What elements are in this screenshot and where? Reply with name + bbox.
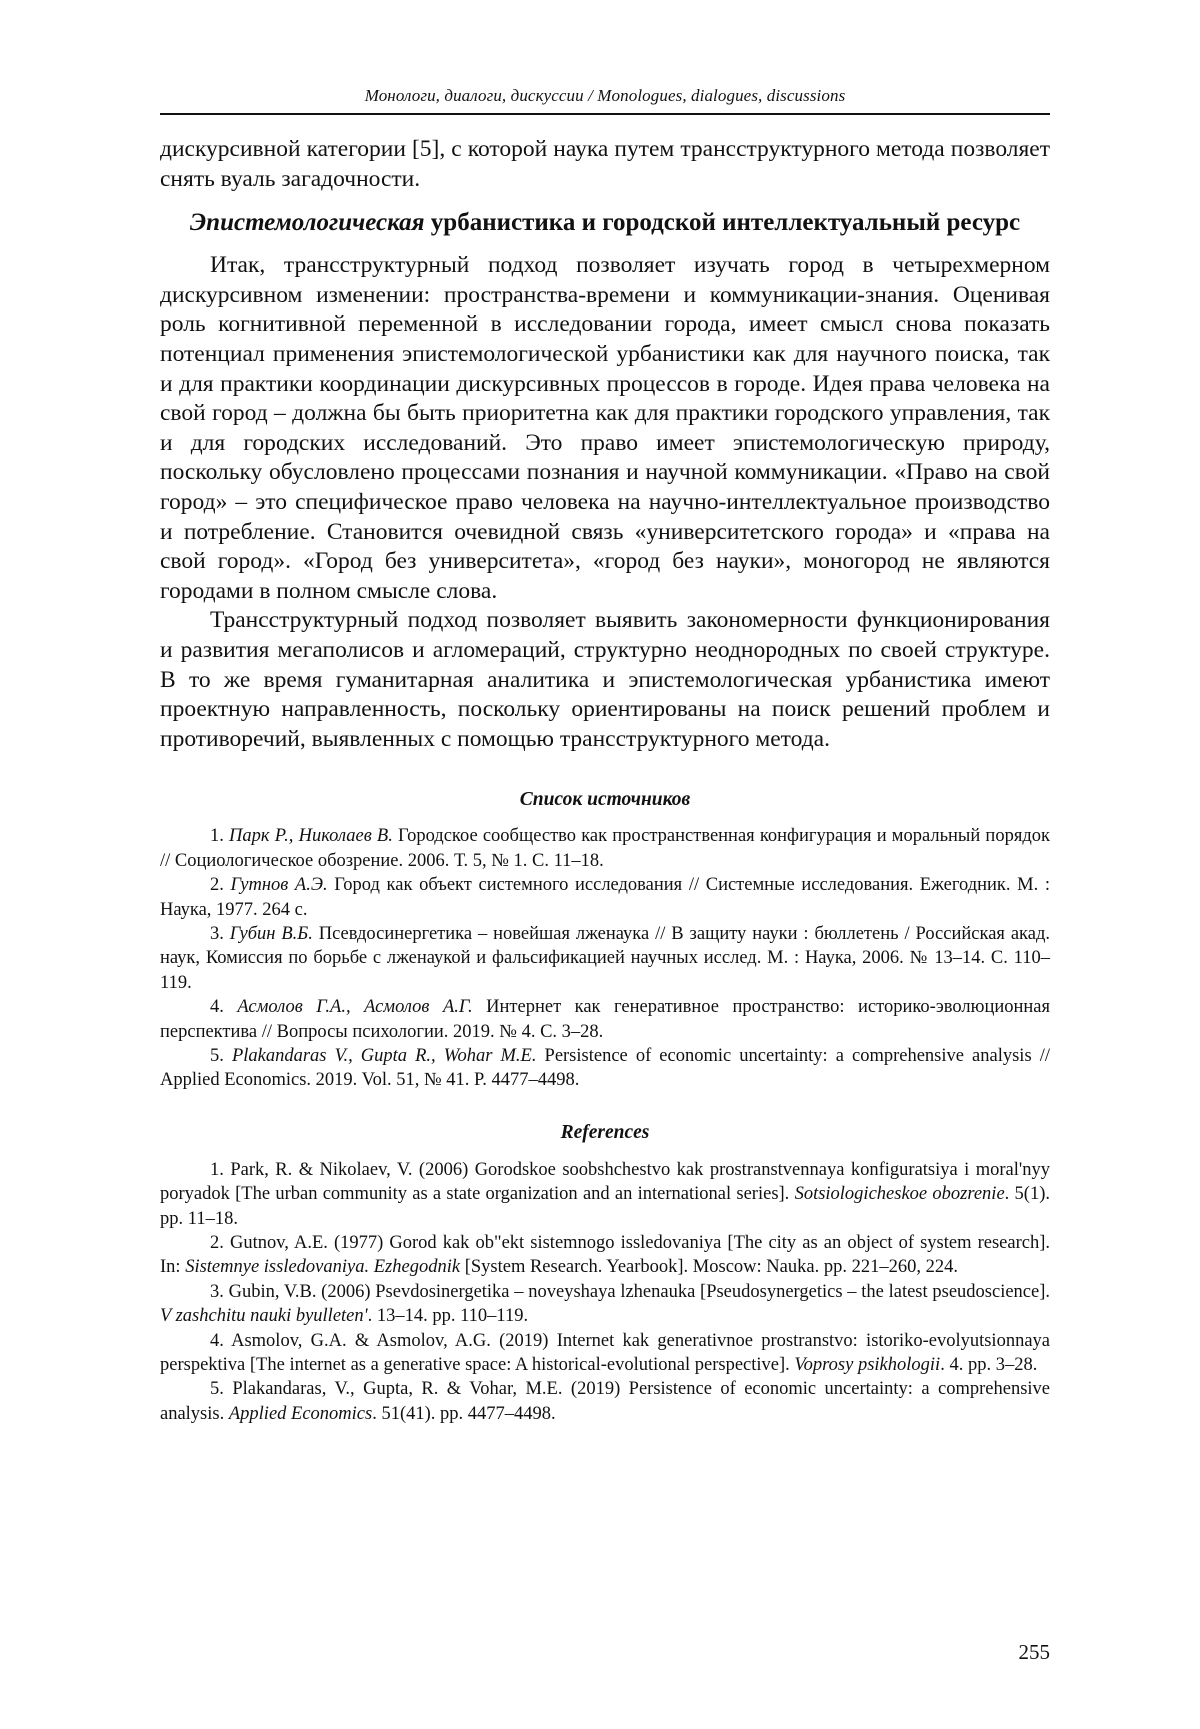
section-paragraph-2: Трансструктурный подход позволяет выявить закономерности функционирования и развития мегаполисов и агломераций, структурно неоднородных по своей структуре. В то же время гуманитарная аналитика и эпистемологическая урбанистика имеют проектную направленность, поскольку ориентированы на поиск решений проблем и противоречий, выявленных с помощью трансструктурного метода. xyxy=(160,607,1050,752)
source-num: 4. xyxy=(210,997,238,1018)
reference-tail: . 51(41). pp. 4477–4498. xyxy=(372,1403,556,1424)
source-item xyxy=(160,922,1050,995)
source-authors: Гутнов А.Э. xyxy=(230,875,328,896)
section-title xyxy=(160,207,1050,239)
sources-list xyxy=(160,824,1050,1092)
intro-paragraph: дискурсивной категории [5], с которой наука путем трансструктурного метода позволяет снять вуаль загадочности. xyxy=(160,136,1050,192)
reference-item xyxy=(160,1280,1050,1329)
source-authors: Губин В.Б. xyxy=(229,923,313,944)
reference-journal: Voprosy psikhologii xyxy=(794,1355,941,1375)
source-num: 2. xyxy=(210,875,231,896)
reference-item xyxy=(160,1329,1050,1378)
reference-text: 1. Park, R. & Nikolaev, V. (2006) Gorodskoe soobshchestvo kak prostranstvennaya konfiguratsiya i moral'nyy poryadok [The urban community as a state organization and an international series]. xyxy=(160,1159,1050,1205)
source-item xyxy=(160,995,1050,1044)
source-text: Городское сообщество как пространственная конфигурация и моральный порядок // Социологическое обозрение. 2006. Т. 5, № 1. С. 11–18. xyxy=(160,826,1050,871)
section-paragraph-1: Итак, трансструктурный подход позволяет изучать город в четырехмерном дискурсивном изменении: пространства-времени и коммуникации-знания. Оценивая роль когнитивной переменной в исследовании города, имеет смысл снова показать потенциал применения эпистемологической урбанистики как для научного поиска, так и для практики координации дискурсивных процессов в городе. Идея права человека на свой город – должна бы быть приоритетна как для практики городского управления, так и для городских исследований. Это право имеет эпистемологическую природу, поскольку обусловлено процессами познания и научной коммуникации. «Право на свой город» – это специфическое право человека на научно-интеллектуальное производство и потребление. Становится очевидной связь «университетского города» и «права на свой город». «Город без университета», «город без науки», моногород не являются городами в полном смысле слова. xyxy=(160,252,1050,604)
source-num: 5. xyxy=(210,1045,232,1066)
source-text: Город как объект системного исследования // Системные исследования. Ежегодник. М. : Наука, 1977. 264 с. xyxy=(160,875,1051,920)
page-content xyxy=(160,135,1050,1426)
reference-journal: V zashchitu nauki byulleten' xyxy=(160,1306,368,1327)
reference-item xyxy=(160,1231,1050,1280)
header-rule xyxy=(160,113,1050,115)
reference-text: 2. Gutnov, A.E. (1977) Gorod kak ob"ekt sistemnogo issledovaniya [The city as an object of system research]. In: xyxy=(160,1232,1050,1278)
references-list xyxy=(160,1158,1050,1426)
reference-text: 3. Gubin, V.B. (2006) Psevdosinergetika – noveyshaya lzhenauka [Pseudosynergetics – the latest pseudoscience]. xyxy=(210,1281,1050,1302)
source-text: Persistence of economic uncertainty: a comprehensive analysis // Applied Economics. 2019. Vol. 51, № 41. P. 4477–4498. xyxy=(160,1045,1051,1091)
source-text: Псевдосинергетика – новейшая лженаука // В защиту науки : бюллетень / Российская акад. наук, Комиссия по борьбе с лженаукой и фальсификацией научных исслед. М. : Наука, 2006. № 13–14. С. 110–119. xyxy=(160,923,1050,993)
source-item xyxy=(160,824,1050,873)
reference-tail: . 5(1). pp. 11–18. xyxy=(160,1184,1050,1229)
reference-journal: Sotsiologicheskoe obozrenie xyxy=(794,1184,1005,1205)
source-authors: Парк Р., Николаев В. xyxy=(229,826,393,847)
reference-item xyxy=(160,1158,1050,1231)
source-text: Интернет как генеративное пространство: историко-эволюционная перспектива // Вопросы психологии. 2019. № 4. С. 3–28. xyxy=(160,997,1051,1042)
source-authors: Асмолов Г.А., Асмолов А.Г. xyxy=(237,997,473,1018)
reference-journal: Applied Economics xyxy=(228,1403,373,1424)
sources-title: Список источников xyxy=(519,789,691,811)
reference-text: 4. Asmolov, G.A. & Asmolov, A.G. (2019) Internet kak generativnoe prostranstvo: istoriko-evolyutsionnaya perspektiva [The internet as a generative space: A historical-evolutional perspective]. xyxy=(160,1330,1050,1375)
source-authors: Plakandaras V., Gupta R., Wohar M.E. xyxy=(231,1045,537,1066)
reference-tail: [System Research. Yearbook]. Moscow: Nauka. pp. 221–260, 224. xyxy=(460,1257,958,1278)
reference-tail: . 4. pp. 3–28. xyxy=(940,1355,1038,1375)
source-num: 1. xyxy=(210,826,230,847)
source-num: 3. xyxy=(210,923,230,944)
source-item xyxy=(160,873,1050,922)
reference-item xyxy=(160,1377,1050,1426)
section-title-rest: урбанистика и городской интеллектуальный ресурс xyxy=(424,209,1021,237)
references-title: References xyxy=(560,1121,650,1143)
reference-journal: Sistemnye issledovaniya. Ezhegodnik xyxy=(185,1257,461,1278)
section-title-italic: Эпистемологическая xyxy=(189,209,425,237)
page-number: 255 xyxy=(1018,1640,1050,1664)
source-item xyxy=(160,1044,1050,1093)
reference-tail: . 13–14. pp. 110–119. xyxy=(367,1306,529,1327)
running-head: Монологи, диалоги, дискуссии / Monologues, dialogues, discussions xyxy=(364,86,846,105)
reference-text: 5. Plakandaras, V., Gupta, R. & Vohar, M.E. (2019) Persistence of economic uncertainty: a comprehensive analysis. xyxy=(160,1379,1050,1424)
